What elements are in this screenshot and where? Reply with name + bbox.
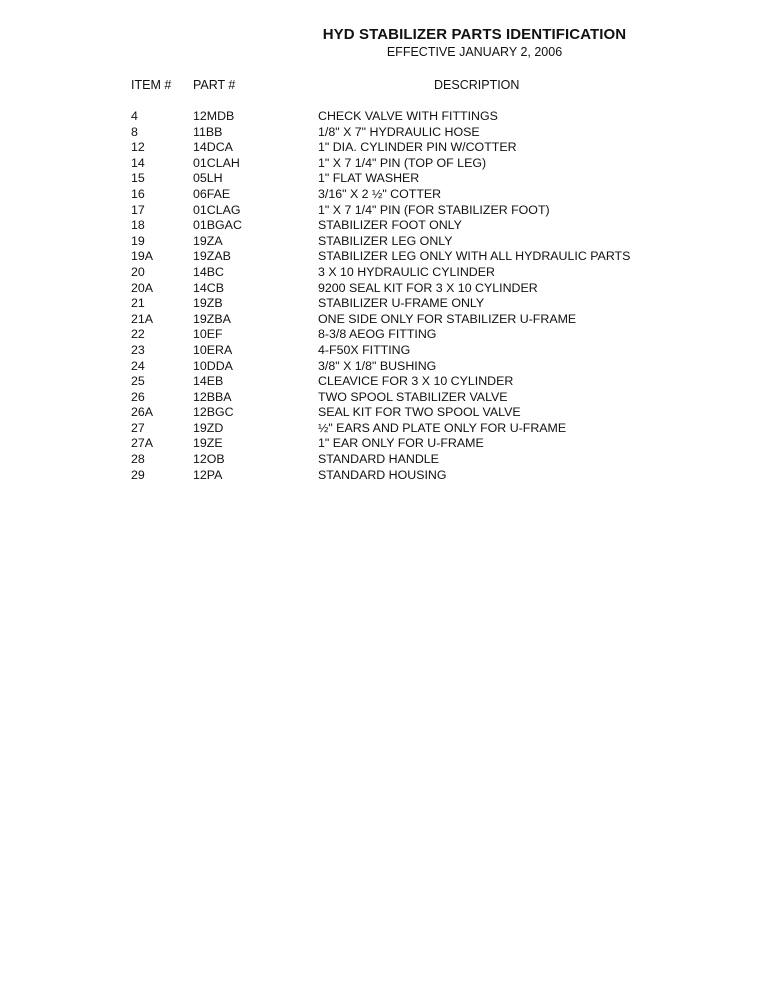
table-row (0, 405, 784, 421)
effective-date: EFFECTIVE JANUARY 2, 2006 (386, 45, 563, 59)
item-number: 16 (131, 186, 145, 201)
item-number: 18 (131, 218, 145, 233)
table-row (0, 281, 784, 297)
part-description: 3 X 10 HYDRAULIC CYLINDER (318, 264, 495, 279)
part-description: 3/16" X 2 ½" COTTER (318, 186, 442, 201)
part-number: 12BBA (193, 389, 232, 404)
part-number: 19ZE (193, 436, 223, 451)
table-header (0, 78, 784, 94)
item-number: 24 (131, 358, 145, 373)
table-row (0, 187, 784, 203)
item-number: 4 (131, 109, 138, 123)
item-number: 26 (131, 389, 145, 404)
item-number: 25 (131, 374, 145, 389)
part-number: 05LH (193, 171, 223, 186)
table-row (0, 359, 784, 375)
part-description: 1" X 7 1/4" PIN (TOP OF LEG) (318, 155, 487, 170)
item-number: 19A (131, 249, 154, 264)
table-row (0, 374, 784, 390)
part-description: STANDARD HANDLE (318, 452, 439, 467)
part-number: 19ZA (193, 233, 223, 248)
item-number: 15 (131, 171, 145, 186)
table-row (0, 312, 784, 328)
part-description: CHECK VALVE WITH FITTINGS (318, 109, 498, 123)
table-row (0, 109, 784, 125)
part-description: STABILIZER LEG ONLY (318, 233, 453, 248)
item-number: 12 (131, 140, 145, 155)
part-description: 3/8" X 1/8" BUSHING (318, 358, 437, 373)
item-number: 19 (131, 233, 145, 248)
table-row (0, 265, 784, 281)
table-row (0, 436, 784, 452)
table-row (0, 343, 784, 359)
table-row (0, 140, 784, 156)
item-number: 21A (131, 311, 154, 326)
part-number: 14DCA (193, 140, 233, 155)
part-number: 14EB (193, 374, 224, 389)
part-description: 1" X 7 1/4" PIN (FOR STABILIZER FOOT) (318, 202, 550, 217)
part-description: 8-3/8 AEOG FITTING (318, 327, 437, 342)
table-row (0, 452, 784, 468)
part-number: 19ZAB (193, 249, 231, 264)
part-number: 19ZBA (193, 311, 231, 326)
table-row (0, 203, 784, 219)
item-number: 20A (131, 280, 154, 295)
part-number: 01BGAC (193, 218, 242, 233)
part-description: STANDARD HOUSING (318, 467, 447, 482)
part-number: 14BC (193, 264, 224, 279)
part-number: 12PA (193, 467, 223, 482)
item-number: 27 (131, 420, 145, 435)
part-number: 10DDA (193, 358, 233, 373)
part-number: 06FAE (193, 186, 231, 201)
part-description: STABILIZER LEG ONLY WITH ALL HYDRAULIC PARTS (318, 249, 631, 264)
parts-table-body (0, 109, 784, 483)
part-description: 1" FLAT WASHER (318, 171, 420, 186)
part-description: TWO SPOOL STABILIZER VALVE (318, 389, 508, 404)
table-row (0, 234, 784, 250)
part-number: 19ZB (193, 296, 223, 311)
part-description: STABILIZER FOOT ONLY (318, 218, 462, 233)
part-number: 19ZD (193, 420, 224, 435)
part-description: ONE SIDE ONLY FOR STABILIZER U-FRAME (318, 311, 577, 326)
part-number: 14CB (193, 280, 224, 295)
item-number: 17 (131, 202, 145, 217)
part-description: 1" EAR ONLY FOR U-FRAME (318, 436, 484, 451)
part-description: STABILIZER U-FRAME ONLY (318, 296, 485, 311)
part-number: 10ERA (193, 342, 233, 357)
item-number: 28 (131, 452, 145, 467)
item-number: 26A (131, 405, 154, 420)
part-description: 1/8" X 7" HYDRAULIC HOSE (318, 124, 480, 139)
part-number: 01CLAH (193, 155, 240, 170)
item-number: 14 (131, 155, 145, 170)
table-row (0, 218, 784, 234)
part-number: 12MDB (193, 109, 235, 123)
part-description: 1" DIA. CYLINDER PIN W/COTTER (318, 140, 517, 155)
part-number: 12BGC (193, 405, 234, 420)
part-number: 01CLAG (193, 202, 241, 217)
header-description: DESCRIPTION (434, 78, 520, 92)
item-number: 21 (131, 296, 145, 311)
table-row (0, 421, 784, 437)
item-number: 22 (131, 327, 145, 342)
table-row (0, 296, 784, 312)
header-part-number: PART # (193, 78, 236, 92)
table-row (0, 327, 784, 343)
header-item-number: ITEM # (131, 78, 172, 92)
table-row (0, 468, 784, 484)
part-description: SEAL KIT FOR TWO SPOOL VALVE (318, 405, 521, 420)
part-description: 4-F50X FITTING (318, 342, 411, 357)
item-number: 23 (131, 342, 145, 357)
item-number: 29 (131, 467, 145, 482)
table-row (0, 125, 784, 141)
part-number: 12OB (193, 452, 225, 467)
item-number: 20 (131, 264, 145, 279)
item-number: 27A (131, 436, 154, 451)
table-row (0, 390, 784, 406)
part-number: 11BB (193, 124, 223, 139)
item-number: 8 (131, 124, 138, 139)
table-row (0, 249, 784, 265)
table-row (0, 156, 784, 172)
part-number: 10EF (193, 327, 223, 342)
part-description: ½" EARS AND PLATE ONLY FOR U-FRAME (318, 420, 567, 435)
part-description: CLEAVICE FOR 3 X 10 CYLINDER (318, 374, 514, 389)
document-title: HYD STABILIZER PARTS IDENTIFICATION (322, 26, 627, 43)
table-row (0, 171, 784, 187)
part-description: 9200 SEAL KIT FOR 3 X 10 CYLINDER (318, 280, 538, 295)
